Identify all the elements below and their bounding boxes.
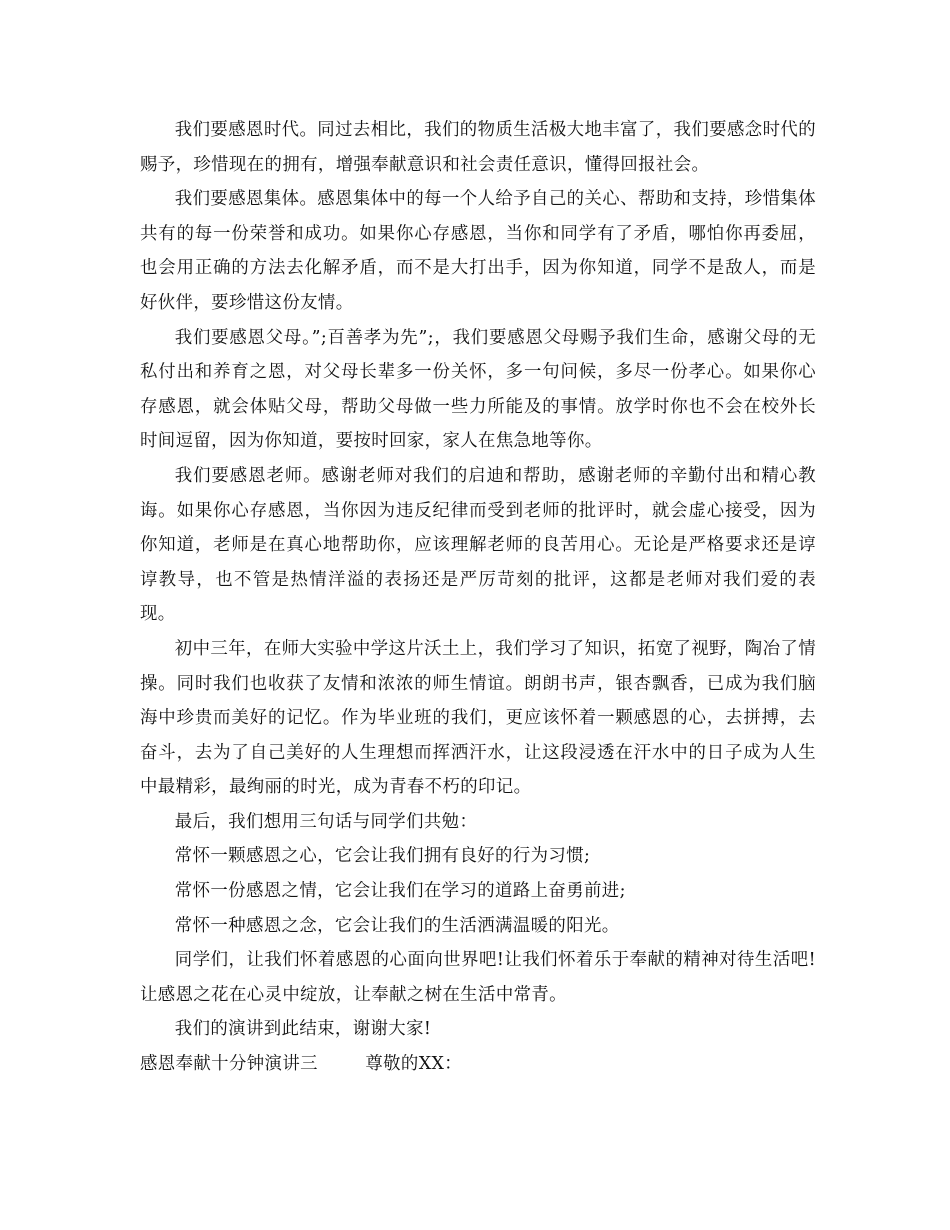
document-body [140,113,816,1082]
paragraph-teachers: 我们要感恩老师。感谢老师对我们的启迪和帮助，感谢老师的辛勤付出和精心教诲。如果你心存感恩，当你因为违反纪律而受到老师的批评时，就会虚心接受，因为你知道，老师是在真心地帮助你，应该理解老师的良苦用心。无论是严格要求还是谆谆教导，也不管是热情洋溢的表扬还是严厉苛刻的批评，这都是老师对我们爱的表现。 [140,465,816,625]
motto-line-3: 常怀一种感恩之念，它会让我们的生活洒满温暖的阳光。 [174,915,620,936]
paragraph-ending: 我们的演讲到此结束，谢谢大家! [174,1019,432,1040]
motto-line-1: 常怀一颗感恩之心，它会让我们拥有良好的行为习惯; [174,846,591,867]
paragraph-collective: 我们要感恩集体。感恩集体中的每一个人给予自己的关心、帮助和支持，珍惜集体共有的每一份荣誉和成功。如果你心存感恩，当你和同学有了矛盾，哪怕你再委屈，也会用正确的方法去化解矛盾，而不是大打出手，因为你知道，同学不是敌人，而是好伙伴，要珍惜这份友情。 [140,189,816,313]
paragraph-call-to-action: 同学们，让我们怀着感恩的心面向世界吧!让我们怀着乐于奉献的精神对待生活吧!让感恩之花在心灵中绽放，让奉献之树在生活中常青。 [140,950,816,1005]
paragraph-parents: 我们要感恩父母。”;百善孝为先”;，我们要感恩父母赐予我们生命，感谢父母的无私付出和养育之恩，对父母长辈多一份关怀，多一句问候，多尽一份孝心。如果你心存感恩，就会体贴父母，帮助父母做一些力所能及的事情。放学时你也不会在校外长时间逗留，因为你知道，要按时回家，家人在焦急地等你。 [140,327,816,452]
next-speech-heading: 感恩奉献十分钟演讲三 尊敬的XX： [140,1054,463,1075]
paragraph-era: 我们要感恩时代。同过去相比，我们的物质生活极大地丰富了，我们要感念时代的赐予，珍惜现在的拥有，增强奉献意识和社会责任意识，懂得回报社会。 [140,120,816,175]
paragraph-junior-high: 初中三年，在师大实验中学这片沃土上，我们学习了知识，拓宽了视野，陶冶了情操。同时我们也收获了友情和浓浓的师生情谊。朗朗书声，银杏飘香，已成为我们脑海中珍贵而美好的记忆。作为毕业班的我们，更应该怀着一颗感恩的心，去拼搏，去奋斗，去为了自己美好的人生理想而挥洒汗水，让这段浸透在汗水中的日子成为人生中最精彩，最绚丽的时光，成为青春不朽的印记。 [140,638,816,798]
motto-line-2: 常怀一份感恩之情，它会让我们在学习的道路上奋勇前进; [174,881,626,902]
paragraph-finally: 最后，我们想用三句话与同学们共勉： [174,811,478,832]
